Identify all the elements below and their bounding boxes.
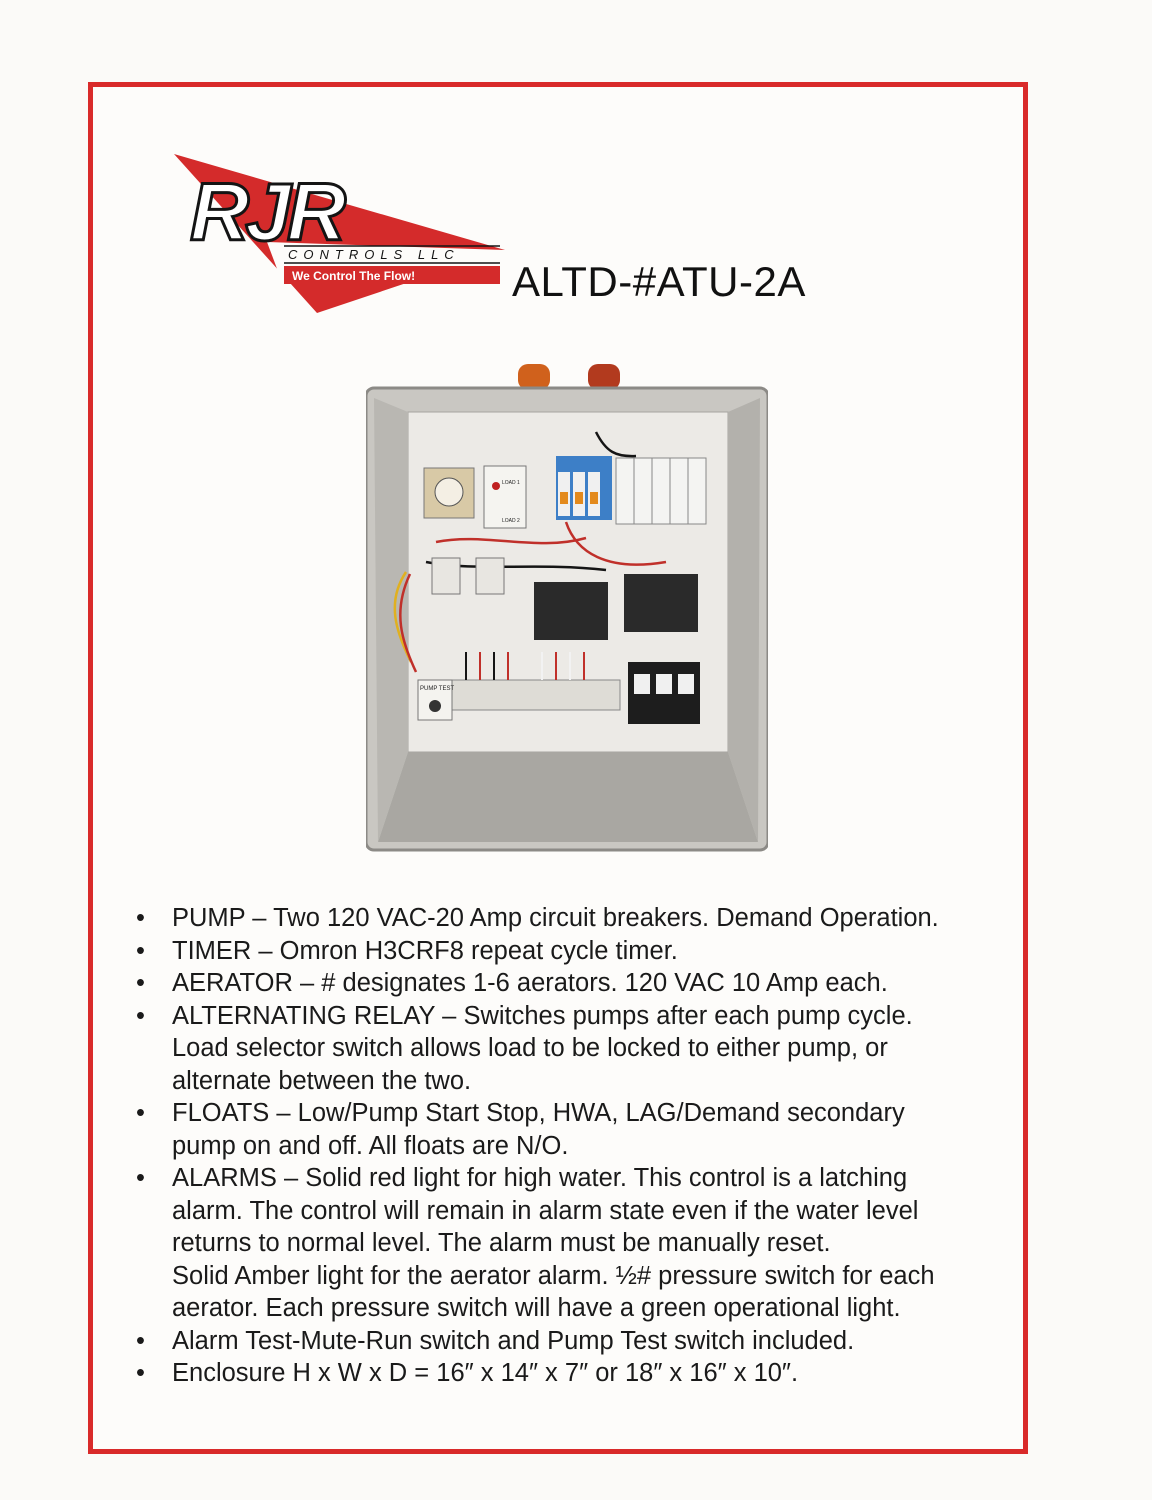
feature-line: aerator. Each pressure switch will have a green operational light. (172, 1294, 901, 1322)
feature-line: FLOATS – Low/Pump Start Stop, HWA, LAG/Demand secondary (172, 1099, 905, 1127)
feature-item-pump (130, 902, 1010, 935)
feature-line: Solid Amber light for the aerator alarm. ½# pressure switch for each (172, 1261, 935, 1290)
contactor-left (534, 582, 608, 640)
selector-indicator (492, 482, 500, 490)
relay-right (476, 558, 504, 594)
bullet: • (136, 1326, 145, 1355)
feature-line: PUMP – Two 120 VAC-20 Amp circuit breakers. Demand Operation. (172, 904, 939, 932)
feature-item-alarms (130, 1162, 1010, 1325)
pump-test-toggle (429, 700, 441, 712)
bullet: • (136, 1164, 145, 1192)
feature-item-alternating-relay (130, 1000, 1010, 1098)
contactor-right (624, 574, 698, 632)
product-code-title: ALTD-#ATU-2A (512, 258, 806, 305)
logo-tagline: We Control The Flow! (292, 269, 416, 283)
logo-subtitle: CONTROLS LLC (288, 247, 460, 262)
feature-list (130, 902, 1010, 1390)
bullet: • (136, 1001, 145, 1030)
feature-line: ALTERNATING RELAY – Switches pumps after each pump cycle. (172, 1001, 913, 1030)
selector-label-load-1: LOAD 1 (502, 480, 520, 486)
feature-line: alarm. The control will remain in alarm state even if the water level (172, 1196, 919, 1225)
terminal-strip (450, 680, 620, 710)
amber-beacon-left (518, 364, 550, 390)
feature-item-timer (130, 935, 1010, 968)
relay-left (432, 558, 460, 594)
logo-rjr-text: RJR (190, 167, 343, 258)
feature-line: AERATOR – # designates 1-6 aerators. 120 VAC 10 Amp each. (172, 969, 888, 997)
bullet: • (136, 904, 145, 932)
feature-line: pump on and off. All floats are N/O. (172, 1131, 569, 1160)
control-panel-photo (366, 362, 768, 860)
rjr-controls-logo (172, 150, 507, 315)
breaker-row (556, 456, 706, 524)
feature-line: TIMER – Omron H3CRF8 repeat cycle timer. (172, 936, 678, 965)
enclosure-floor (378, 752, 758, 842)
bullet: • (136, 936, 145, 965)
feature-item-switches (130, 1325, 1010, 1358)
feature-line: ALARMS – Solid red light for high water. This control is a latching (172, 1164, 908, 1192)
feature-line: returns to normal level. The alarm must be manually reset. (172, 1229, 831, 1257)
feature-item-enclosure (130, 1357, 1010, 1390)
amber-beacon-right (588, 364, 620, 390)
feature-line: Enclosure H x W x D = 16″ x 14″ x 7″ or 18″ x 16″ x 10″. (172, 1359, 799, 1387)
feature-line: Alarm Test-Mute-Run switch and Pump Test switch included. (172, 1326, 855, 1355)
selector-label-load-2: LOAD 2 (502, 518, 520, 524)
feature-line: Load selector switch allows load to be locked to either pump, or (172, 1034, 888, 1062)
feature-line: alternate between the two. (172, 1066, 472, 1095)
bullet: • (136, 1099, 145, 1127)
timer-dial (435, 478, 463, 506)
bullet: • (136, 969, 145, 997)
bullet: • (136, 1359, 145, 1387)
feature-item-aerator (130, 967, 1010, 1000)
feature-item-floats (130, 1097, 1010, 1162)
pump-test-label: PUMP TEST (420, 686, 455, 692)
